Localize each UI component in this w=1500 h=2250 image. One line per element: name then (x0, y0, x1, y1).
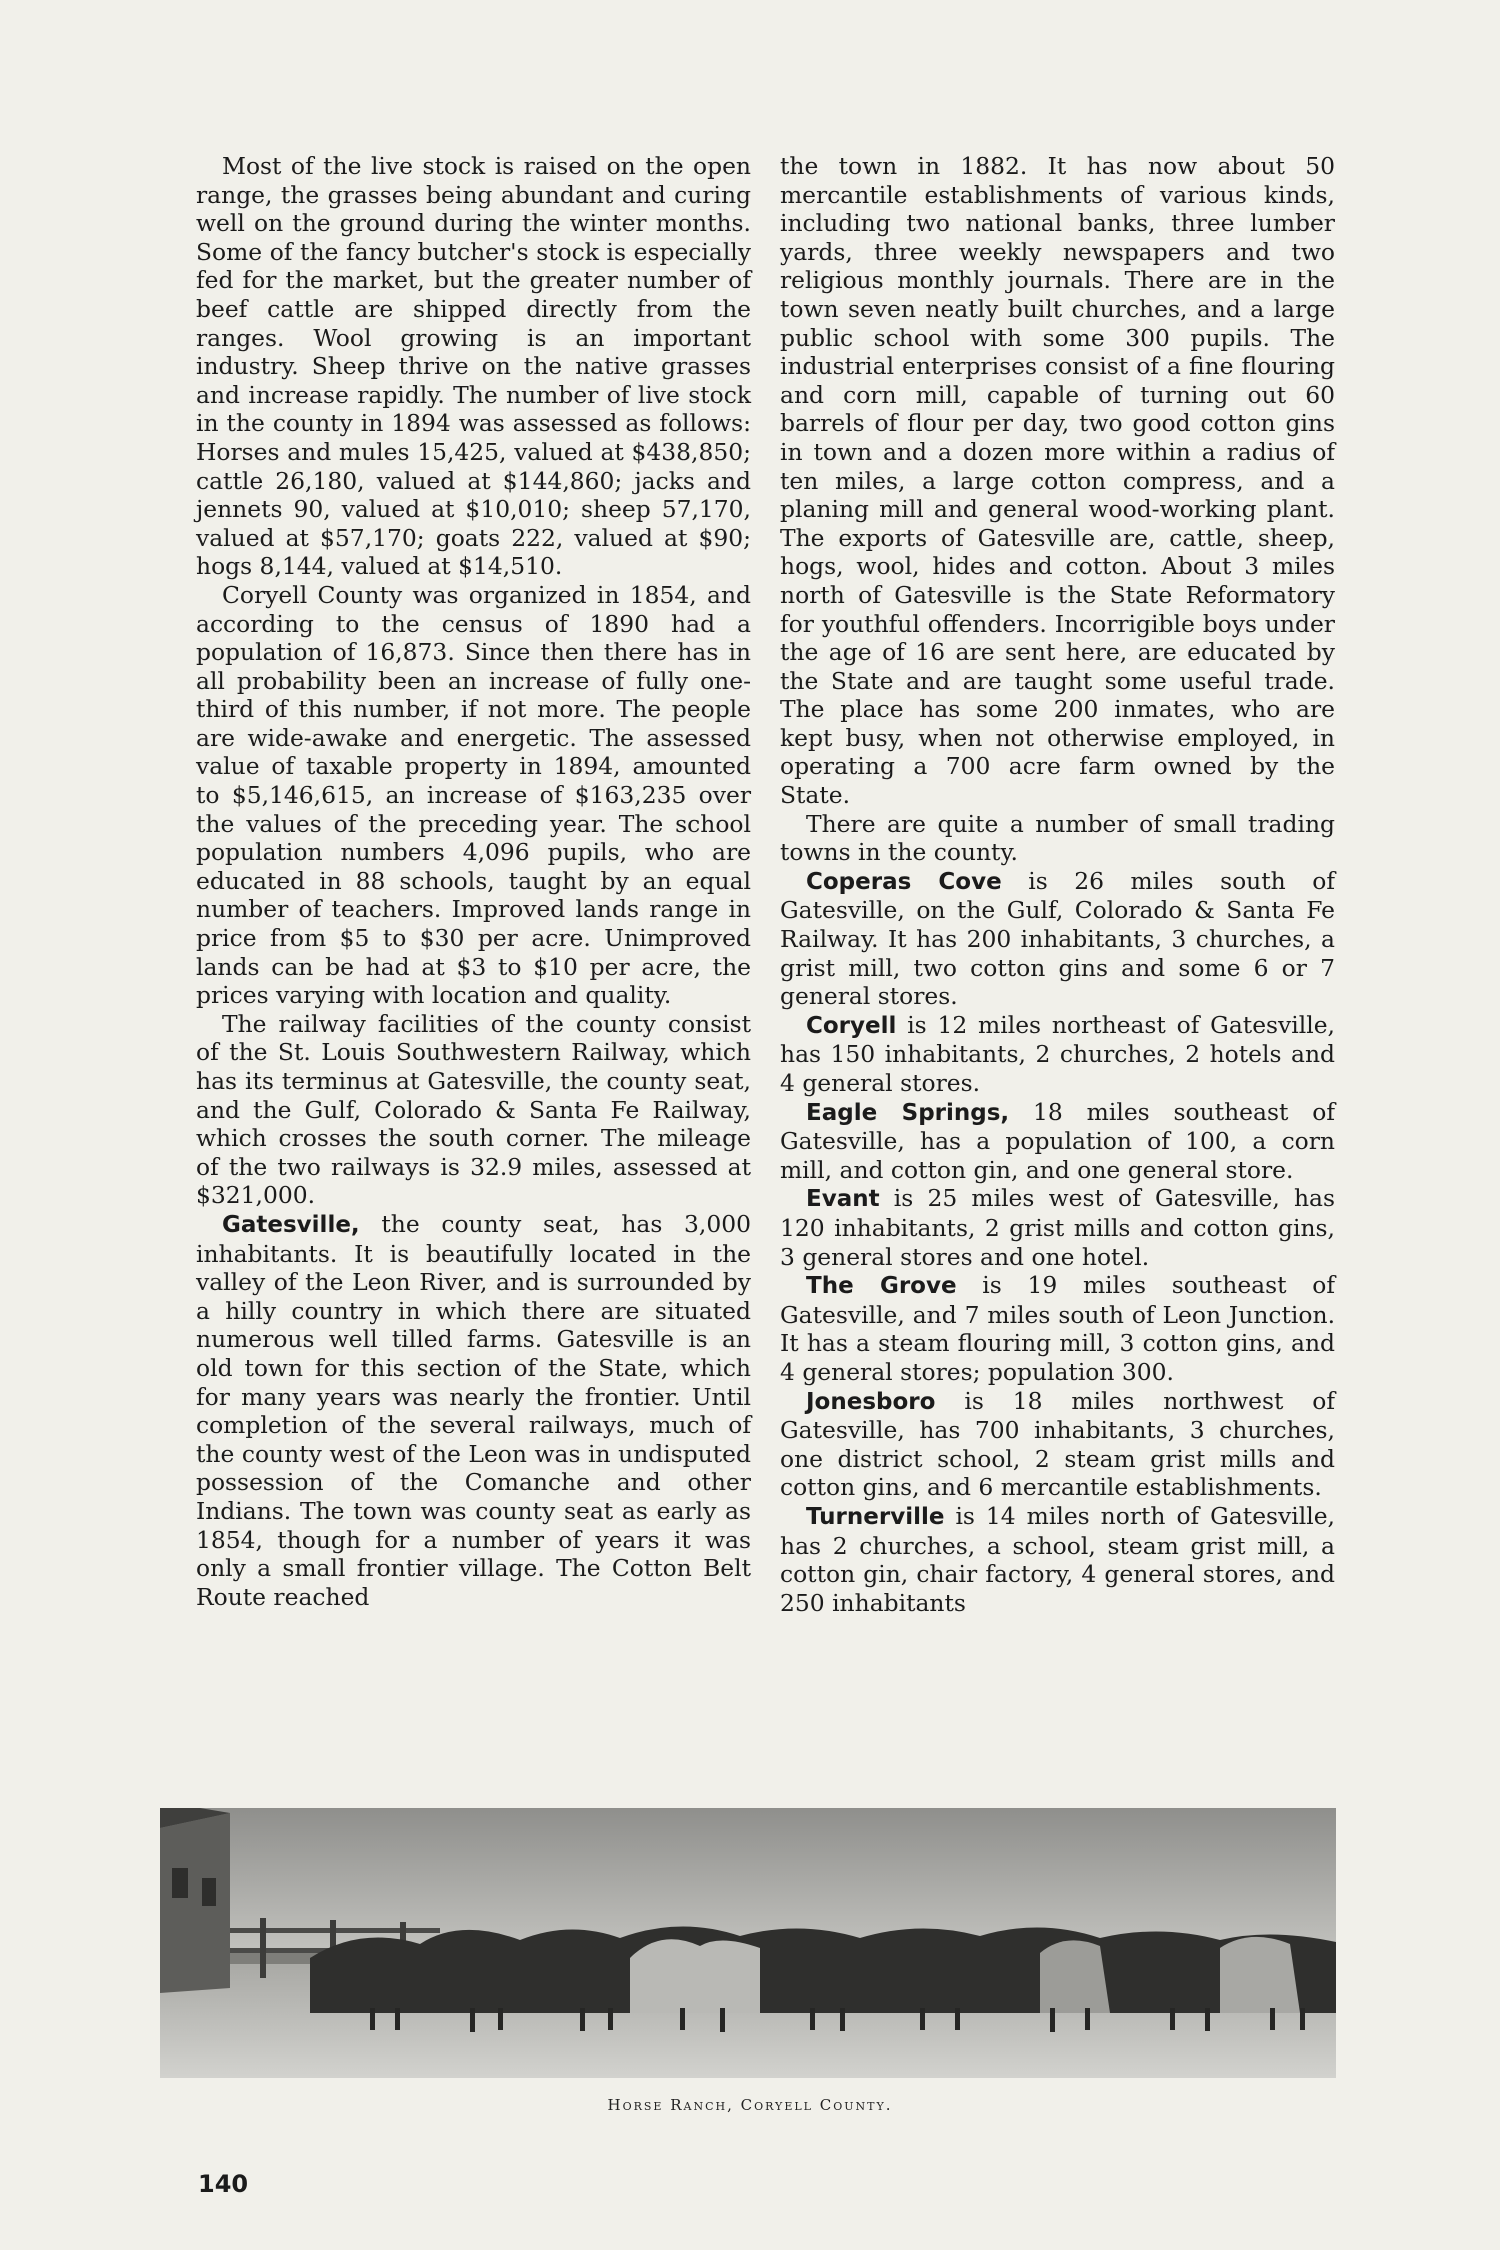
town-entry (780, 1271, 1335, 1386)
town-name: Evant (806, 1186, 880, 1213)
town-description: 18 miles southeast of Gatesville, has a population of 100, a corn mill, and cotton gin, and one general store. (780, 1097, 1335, 1184)
town-name: Turnerville (806, 1503, 945, 1530)
horse-ranch-photo (160, 1808, 1336, 2078)
town-entry (780, 1011, 1335, 1098)
gatesville-paragraph (196, 1210, 751, 1611)
town-description: is 26 miles south of Gatesville, on the Gulf, Colorado & Santa Fe Railway. It has 200 inhabitants, 3 churches, a grist mill, two cotton gins and some 6 or 7 general stores. (780, 866, 1335, 1011)
right-column (780, 152, 1335, 1617)
page-number: 140 (198, 2170, 249, 2198)
town-name: Coryell (806, 1012, 897, 1039)
town-name-gatesville: Gatesville, (222, 1211, 360, 1238)
horse-ranch-illustration (160, 1808, 1336, 2078)
livestock-paragraph: Most of the live stock is raised on the open range, the grasses being abundant and curing well on the ground during the winter months. Some of the fancy butcher's stock is especially fed for the market, but the greater number of beef cattle are shipped directly from the ranges. Wool growing is an important industry. Sheep thrive on the native grasses and increase rapidly. The number of live stock in the county in 1894 was assessed as follows: Horses and mules 15,425, valued at $438,850; cattle 26,180, valued at $144,860; jacks and jennets 90, valued at $10,010; sheep 57,170, valued at $57,170; goats 222, valued at $90; hogs 8,144, valued at $14,510. (196, 152, 751, 581)
town-name: The Grove (806, 1273, 957, 1300)
town-name: Eagle Springs, (806, 1099, 1010, 1126)
town-name: Jonesboro (806, 1388, 936, 1415)
town-entry (780, 1184, 1335, 1271)
town-description: is 18 miles northwest of Gatesville, has 700 inhabitants, 3 churches, one district school, 2 steam grist mills and cotton gins, and 6 mercantile establishments. (780, 1386, 1335, 1502)
county-history-paragraph: Coryell County was organized in 1854, and according to the census of 1890 had a population of 16,873. Since then there has in all probability been an increase of fully one-third of this number, if not more. The people are wide-awake and energetic. The assessed value of taxable property in 1894, amounted to $5,146,615, an increase of $163,235 over the values of the preceding year. The school population numbers 4,096 pupils, who are educated in 88 schools, taught by an equal number of teachers. Improved lands range in price from $5 to $30 per acre. Unimproved lands can be had at $3 to $10 per acre, the prices varying with location and quality. (196, 580, 751, 1010)
town-entry (780, 1387, 1335, 1502)
railway-paragraph: The railway facilities of the county consist of the St. Louis Southwestern Railway, which has its terminus at Gatesville, the county seat, and the Gulf, Colorado & Santa Fe Railway, which crosses the south corner. The mileage of the two railways is 32.9 miles, assessed at $321,000. (196, 1009, 751, 1210)
gatesville-continued-paragraph: the town in 1882. It has now about 50 mercantile establishments of various kinds, including two national banks, three lumber yards, three weekly newspapers and two religious monthly journals. There are in the town seven neatly built churches, and a large public school with some 300 pupils. The industrial enterprises consist of a fine flouring and corn mill, capable of turning out 60 barrels of flour per day, two good cotton gins in town and a dozen more within a radius of ten miles, a large cotton compress, and a planing mill and general wood-working plant. The exports of Gatesville are, cattle, sheep, hogs, wool, hides and cotton. About 3 miles north of Gatesville is the State Reformatory for youthful offenders. Incorrigible boys under the age of 16 are sent here, are educated by the State and are taught some useful trade. The place has some 200 inmates, who are kept busy, when not otherwise employed, in operating a 700 acre farm owned by the State. (780, 152, 1335, 810)
town-description: is 19 miles southeast of Gatesville, and 7 miles south of Leon Junction. It has a steam flouring mill, 3 cotton gins, and 4 general stores; population 300. (780, 1271, 1335, 1386)
gatesville-text: the county seat, has 3,000 inhabitants. It is beautifully located in the valley of the Leon River, and is surrounded by a hilly country in which there are situated numerous well tilled farms. Gatesville is an old town for this section of the State, which for many years was nearly the frontier. Until completion of the several railways, much of the county west of the Leon was in undisputed possession of the Comanche and other Indians. The town was county seat as early as 1854, though for a number of years it was only a small frontier village. The Cotton Belt Route reached (196, 1209, 751, 1611)
figure-caption: Horse Ranch, Coryell County. (607, 2096, 893, 2114)
small-towns-intro: There are quite a number of small trading towns in the county. (780, 809, 1335, 867)
town-description: is 14 miles north of Gatesville, has 2 churches, a school, steam grist mill, a cotton gin, chair factory, 4 general stores, and 250 inhabitants (780, 1501, 1335, 1617)
left-column (196, 152, 751, 1611)
town-description: is 12 miles northeast of Gatesville, has 150 inhabitants, 2 churches, 2 hotels and 4 general stores. (780, 1010, 1335, 1097)
town-entry (780, 867, 1335, 1011)
town-entry (780, 1098, 1335, 1185)
town-entry (780, 1502, 1335, 1617)
town-name: Coperas Cove (806, 868, 1002, 895)
town-description: is 25 miles west of Gatesville, has 120 inhabitants, 2 grist mills and cotton gins, 3 general stores and one hotel. (780, 1184, 1335, 1271)
